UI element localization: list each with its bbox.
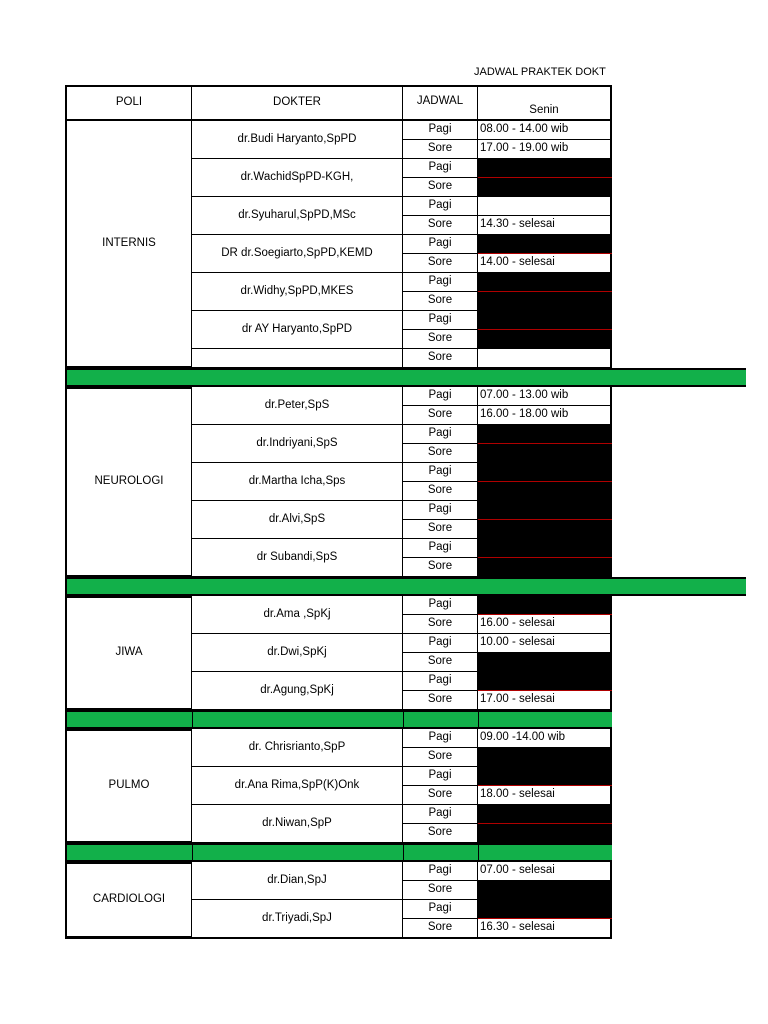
doctor-name: dr.Dwi,SpKj (192, 634, 403, 672)
slot-label-sore: Sore (403, 254, 478, 273)
doctor-name: dr.Widhy,SpPD,MKES (192, 273, 403, 311)
blocked-slot (478, 824, 612, 843)
slot-label-sore: Sore (403, 216, 478, 235)
blocked-slot (478, 292, 612, 311)
blocked-slot (478, 900, 612, 919)
section-separator (65, 843, 612, 862)
poli-jiwa: JIWA (65, 596, 192, 710)
slot-label-pagi: Pagi (403, 634, 478, 653)
slot-label-pagi: Pagi (403, 159, 478, 178)
doctor-name: dr.Indriyani,SpS (192, 425, 403, 463)
slot-time: 10.00 - selesai (478, 634, 612, 653)
doctor-name: dr. Chrisrianto,SpP (192, 729, 403, 767)
blocked-slot (478, 767, 612, 786)
slot-label-sore: Sore (403, 140, 478, 159)
slot-label-pagi: Pagi (403, 311, 478, 330)
slot-label-pagi: Pagi (403, 596, 478, 615)
slot-label-pagi: Pagi (403, 862, 478, 881)
blocked-slot (478, 805, 612, 824)
slot-label-sore: Sore (403, 615, 478, 634)
section-separator (65, 710, 612, 729)
header-dokter: DOKTER (192, 85, 403, 121)
slot-label-pagi: Pagi (403, 900, 478, 919)
slot-time (478, 349, 612, 368)
slot-label-pagi: Pagi (403, 805, 478, 824)
blocked-slot (478, 178, 612, 197)
slot-time (478, 197, 612, 216)
header-senin: Senin (478, 85, 612, 121)
doctor-name: dr.Budi Haryanto,SpPD (192, 121, 403, 159)
separator-divider (478, 843, 479, 862)
schedule-title: JADWAL PRAKTEK DOKT (474, 66, 606, 78)
slot-time: 14.30 - selesai (478, 216, 612, 235)
blocked-slot (478, 273, 612, 292)
slot-time: 17.00 - 19.00 wib (478, 140, 612, 159)
slot-label-sore: Sore (403, 558, 478, 577)
slot-label-sore: Sore (403, 653, 478, 672)
blocked-slot (478, 235, 612, 254)
blocked-slot (478, 596, 612, 615)
doctor-name: DR dr.Soegiarto,SpPD,KEMD (192, 235, 403, 273)
slot-label-pagi: Pagi (403, 235, 478, 254)
doctor-name: dr.Triyadi,SpJ (192, 900, 403, 938)
slot-label-pagi: Pagi (403, 387, 478, 406)
slot-label-pagi: Pagi (403, 729, 478, 748)
blocked-slot (478, 463, 612, 482)
slot-label-pagi: Pagi (403, 121, 478, 140)
doctor-name: dr.WachidSpPD-KGH, (192, 159, 403, 197)
doctor-name: dr.Agung,SpKj (192, 672, 403, 710)
doctor-name: dr.Dian,SpJ (192, 862, 403, 900)
slot-label-sore: Sore (403, 786, 478, 805)
blocked-slot (478, 881, 612, 900)
slot-label-sore: Sore (403, 349, 478, 368)
slot-time: 16.30 - selesai (478, 919, 612, 938)
slot-time: 18.00 - selesai (478, 786, 612, 805)
slot-label-sore: Sore (403, 292, 478, 311)
slot-label-sore: Sore (403, 691, 478, 710)
blocked-slot (478, 159, 612, 178)
slot-time: 07.00 - selesai (478, 862, 612, 881)
slot-label-sore: Sore (403, 330, 478, 349)
section-separator (65, 577, 746, 596)
slot-label-sore: Sore (403, 444, 478, 463)
slot-label-sore: Sore (403, 406, 478, 425)
slot-time: 08.00 - 14.00 wib (478, 121, 612, 140)
slot-time: 07.00 - 13.00 wib (478, 387, 612, 406)
header-jadwal: JADWAL (403, 85, 478, 121)
section-separator (65, 368, 746, 387)
slot-label-pagi: Pagi (403, 672, 478, 691)
poli-pulmo: PULMO (65, 729, 192, 843)
slot-time: 16.00 - 18.00 wib (478, 406, 612, 425)
poli-cardiologi: CARDIOLOGI (65, 862, 192, 938)
slot-label-sore: Sore (403, 482, 478, 501)
slot-time: 14.00 - selesai (478, 254, 612, 273)
slot-label-pagi: Pagi (403, 273, 478, 292)
slot-time: 16.00 - selesai (478, 615, 612, 634)
slot-label-pagi: Pagi (403, 197, 478, 216)
slot-label-pagi: Pagi (403, 767, 478, 786)
slot-label-sore: Sore (403, 520, 478, 539)
doctor-name: dr.Ama ,SpKj (192, 596, 403, 634)
doctor-name: dr.Syuharul,SpPD,MSc (192, 197, 403, 235)
separator-divider (403, 843, 404, 862)
blocked-slot (478, 444, 612, 463)
blocked-slot (478, 653, 612, 672)
separator-divider (192, 843, 193, 862)
blocked-slot (478, 501, 612, 520)
blocked-slot (478, 330, 612, 349)
blocked-slot (478, 482, 612, 501)
slot-label-sore: Sore (403, 881, 478, 900)
blocked-slot (478, 748, 612, 767)
separator-divider (478, 710, 479, 729)
doctor-name: dr.Martha Icha,Sps (192, 463, 403, 501)
poli-neurologi: NEUROLOGI (65, 387, 192, 577)
blocked-slot (478, 520, 612, 539)
slot-time: 09.00 -14.00 wib (478, 729, 612, 748)
blocked-slot (478, 425, 612, 444)
doctor-name: dr.Ana Rima,SpP(K)Onk (192, 767, 403, 805)
blocked-slot (478, 539, 612, 558)
separator-divider (192, 710, 193, 729)
doctor-name: dr AY Haryanto,SpPD (192, 311, 403, 349)
slot-label-sore: Sore (403, 748, 478, 767)
slot-label-sore: Sore (403, 824, 478, 843)
slot-label-pagi: Pagi (403, 425, 478, 444)
slot-label-pagi: Pagi (403, 463, 478, 482)
table-bottom-border (65, 937, 612, 939)
header-poli: POLI (65, 85, 192, 121)
separator-divider (403, 710, 404, 729)
blocked-slot (478, 311, 612, 330)
slot-label-sore: Sore (403, 919, 478, 938)
slot-label-pagi: Pagi (403, 539, 478, 558)
doctor-name: dr.Peter,SpS (192, 387, 403, 425)
slot-label-pagi: Pagi (403, 501, 478, 520)
doctor-name (192, 349, 403, 368)
poli-internis: INTERNIS (65, 121, 192, 368)
doctor-name: dr Subandi,SpS (192, 539, 403, 577)
doctor-name: dr.Alvi,SpS (192, 501, 403, 539)
slot-time: 17.00 - selesai (478, 691, 612, 710)
blocked-slot (478, 558, 612, 577)
doctor-name: dr.Niwan,SpP (192, 805, 403, 843)
blocked-slot (478, 672, 612, 691)
slot-label-sore: Sore (403, 178, 478, 197)
